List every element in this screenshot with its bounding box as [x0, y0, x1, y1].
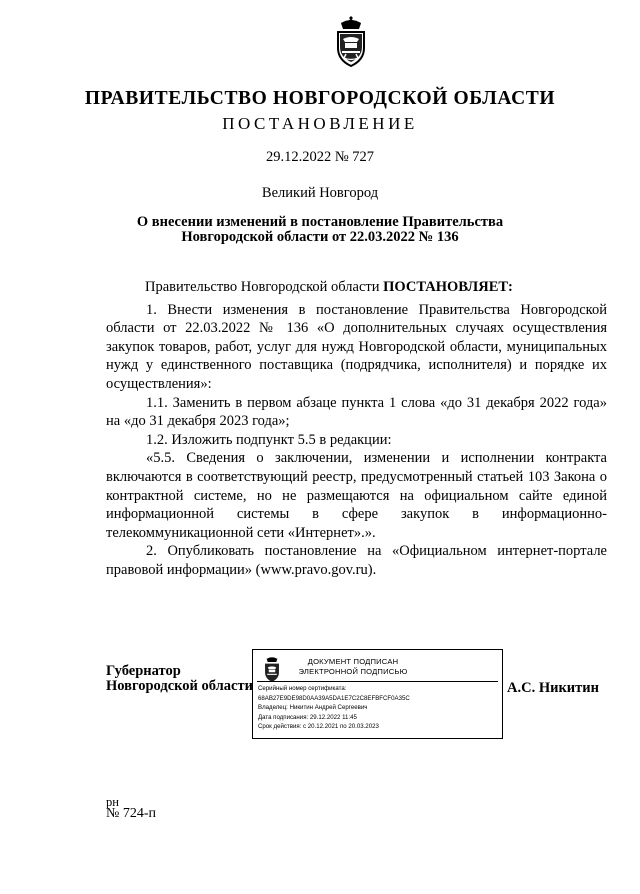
- certificate-serial: 68AB27E9DE98D0AA39A5DA1E7C2C8EFBFCF0A35C: [258, 694, 410, 702]
- document-body: [106, 278, 607, 580]
- paragraph-5-5: «5.5. Сведения о заключении, изменении и исполнении контракта включаются в соответствующий реестр, предусмотренный статьей 103 Закона о контрактной системе, но не размещаются на официальном сайте единой информационной системы в сфере закупок в информационно-телекоммуникационной сети «Интернет».».: [106, 450, 607, 541]
- document-type: ПОСТАНОВЛЕНИЕ: [222, 114, 418, 133]
- paragraph-2: 2. Опубликовать постановление на «Официальном интернет-портале правовой информации» (www.pravo.gov.ru).: [106, 543, 607, 578]
- document-subject: [0, 215, 640, 245]
- footer-reference: [106, 796, 156, 820]
- signatory-title-line-1: Губернатор: [106, 663, 181, 679]
- intro-resolves: ПОСТАНОВЛЯЕТ:: [383, 279, 513, 295]
- certificate-label: Серийный номер сертификата:: [258, 685, 347, 692]
- footer-initials: рн: [106, 795, 119, 809]
- stamp-heading-line-1: ДОКУМЕНТ ПОДПИСАН: [307, 657, 399, 666]
- paragraph-1-2: 1.2. Изложить подпункт 5.5 в редакции:: [146, 431, 392, 448]
- signatory-title: [106, 664, 253, 693]
- intro-text: Правительство Новгородской области: [145, 279, 384, 295]
- stamp-divider: [257, 681, 498, 682]
- paragraph-1-1: 1.1. Заменить в первом абзаце пункта 1 слова «до 31 декабря 2022 года» на «до 31 декабря 2023 года»;: [106, 394, 607, 430]
- signer-name: А.С. Никитин: [507, 680, 599, 696]
- electronic-signature-stamp: [252, 649, 503, 739]
- intro-paragraph: [106, 278, 607, 297]
- certificate-validity: Срок действия: с 20.12.2021 по 20.03.2023: [258, 723, 379, 731]
- signatory-title-line-2: Новгородской области: [106, 677, 253, 694]
- signing-date: Дата подписания: 29.12.2022 11:45: [258, 713, 357, 721]
- date-and-number: 29.12.2022 № 727: [265, 149, 375, 165]
- footer-number: № 724-п: [106, 806, 157, 821]
- paragraph-1: 1. Внести изменения в постановление Правительства Новгородской области от 22.03.2022 № 136 «О дополнительных случаях осуществления закупок товаров, работ, услуг для нужд Новгородской области, муниципальных нужд у единственного поставщика (подрядчика, исполнителя) и порядке их осуществления»:: [106, 301, 607, 392]
- stamp-coat-of-arms-icon: [260, 654, 284, 684]
- stamp-heading-line-2: ЭЛЕКТРОННОЙ ПОДПИСЬЮ: [298, 666, 408, 676]
- coat-of-arms-icon: [330, 14, 372, 70]
- subject-line-2: Новгородской области от 22.03.2022 № 136: [181, 229, 459, 245]
- subject-line-1: О внесении изменений в постановление Правительства: [136, 214, 504, 230]
- stamp-heading: [293, 657, 413, 676]
- government-title: ПРАВИТЕЛЬСТВО НОВГОРОДСКОЙ ОБЛАСТИ: [84, 88, 556, 109]
- stamp-details: [258, 684, 410, 732]
- certificate-owner: Владелец: Никитин Андрей Сергеевич: [258, 704, 368, 712]
- city: Великий Новгород: [261, 185, 379, 201]
